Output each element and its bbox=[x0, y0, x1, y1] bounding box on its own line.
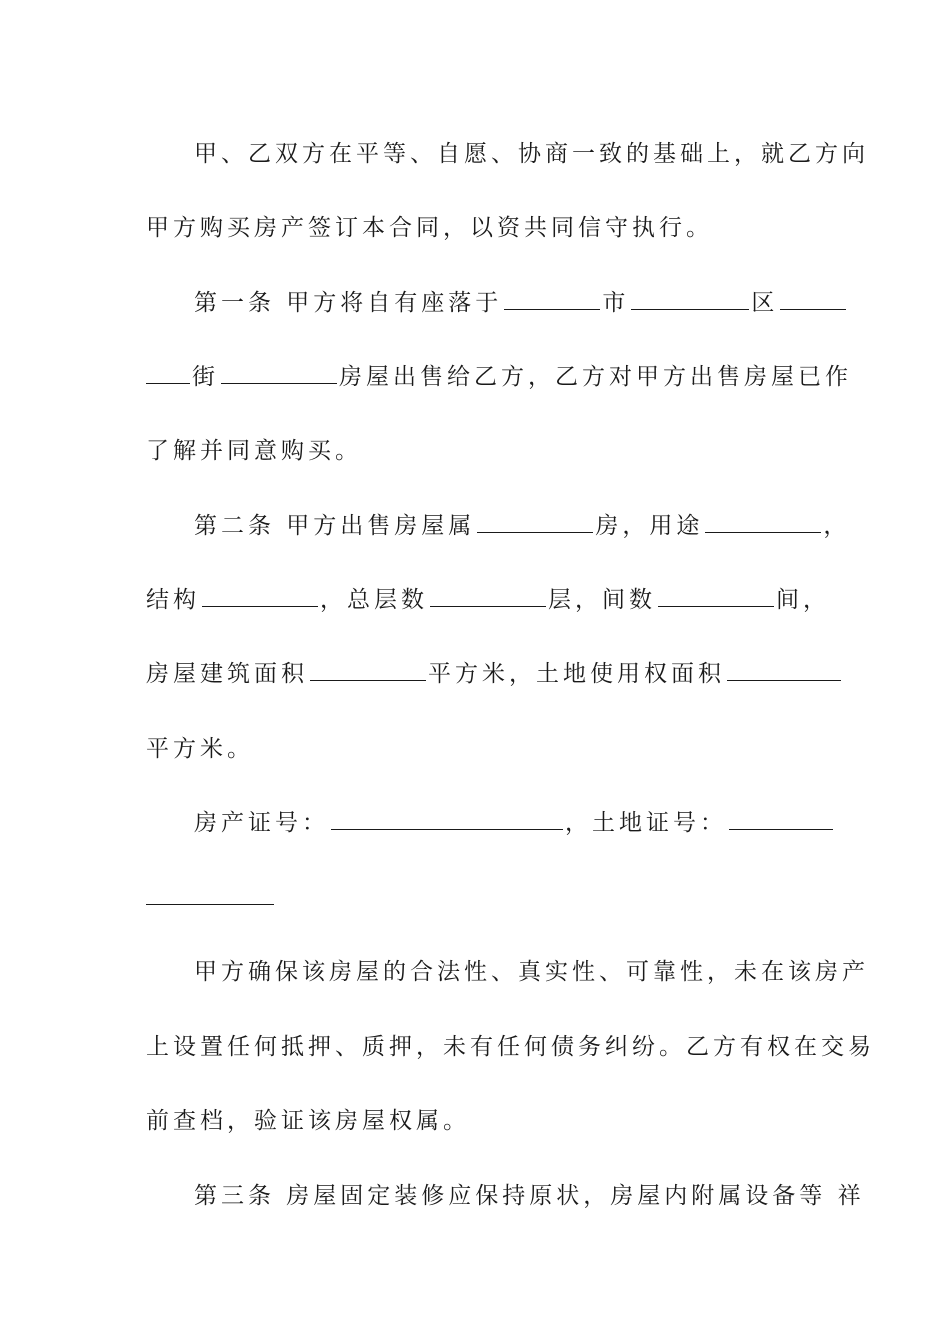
article-3-line-1: 第三条 房屋固定装修应保持原状，房屋内附属设备等 祥 bbox=[194, 1183, 865, 1209]
rooms-label: 层，间数 bbox=[548, 587, 656, 613]
article-2-line-2 bbox=[146, 585, 830, 615]
guarantee-line-2: 上设置任何抵押、质押，未有任何债务纠纷。乙方有权在交易 bbox=[146, 1034, 875, 1060]
article-1-line-1 bbox=[194, 288, 806, 318]
floors-blank bbox=[430, 586, 546, 607]
floors-label: ，总层数 bbox=[320, 587, 428, 613]
district-blank bbox=[631, 289, 749, 310]
building-area-label: 房屋建筑面积 bbox=[146, 661, 308, 687]
rooms-unit: 间， bbox=[776, 587, 830, 613]
article-1-line-3: 了解并同意购买。 bbox=[146, 438, 362, 464]
certificate-line bbox=[194, 808, 806, 838]
structure-blank bbox=[202, 586, 318, 607]
land-cert-blank-start bbox=[729, 809, 833, 830]
intro-line-1: 甲、乙双方在平等、自愿、协商一致的基础上，就乙方向 bbox=[194, 141, 869, 167]
article-2-text: 第二条 甲方出售房屋属 bbox=[194, 513, 476, 539]
usage-label: 房，用途 bbox=[595, 513, 704, 539]
street-label: 街 bbox=[192, 364, 219, 390]
article-2-line-4: 平方米。 bbox=[146, 736, 254, 762]
rooms-blank bbox=[658, 586, 774, 607]
city-label: 市 bbox=[602, 290, 630, 316]
article-2-line-3 bbox=[146, 659, 806, 689]
property-cert-label: 房产证号： bbox=[194, 810, 329, 836]
street-blank-end bbox=[146, 363, 190, 384]
structure-label: 结构 bbox=[146, 587, 200, 613]
property-type-blank bbox=[477, 512, 593, 533]
intro-line-2: 甲方购买房产签订本合同，以资共同信守执行。 bbox=[146, 215, 713, 241]
article-1-sale-text: 房屋出售给乙方，乙方对甲方出售房屋已作 bbox=[339, 364, 852, 390]
land-cert-label: ，土地证号： bbox=[565, 810, 727, 836]
land-cert-blank-end bbox=[146, 904, 274, 905]
guarantee-line-1: 甲方确保该房屋的合法性、真实性、可靠性，未在该房产 bbox=[194, 959, 869, 985]
article-1-text: 第一条 甲方将自有座落于 bbox=[194, 290, 503, 316]
land-area-label: 平方米，土地使用权面积 bbox=[428, 661, 725, 687]
district-label: 区 bbox=[751, 290, 779, 316]
article-1-line-2 bbox=[146, 362, 852, 392]
comma: ， bbox=[823, 513, 851, 539]
house-number-blank bbox=[221, 363, 337, 384]
building-area-blank bbox=[310, 660, 426, 681]
city-blank bbox=[504, 289, 600, 310]
property-cert-blank bbox=[331, 809, 563, 830]
street-blank-start bbox=[780, 289, 846, 310]
article-2-line-1 bbox=[194, 511, 851, 541]
usage-blank bbox=[705, 512, 821, 533]
guarantee-line-3: 前查档，验证该房屋权属。 bbox=[146, 1108, 470, 1134]
land-area-blank bbox=[727, 660, 841, 681]
